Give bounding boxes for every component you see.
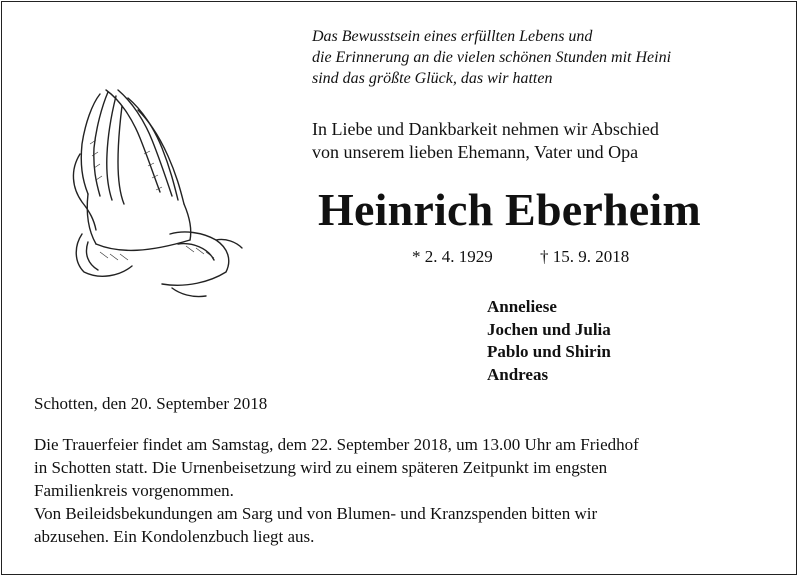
intro-line: von unserem lieben Ehemann, Vater und Opa	[312, 142, 639, 162]
family-member: Pablo und Shirin	[487, 342, 611, 361]
notice-line: Familienkreis vorgenommen.	[34, 481, 234, 500]
quote-line: die Erinnerung an die vielen schönen Stunden mit Heini	[312, 49, 672, 66]
memorial-quote	[312, 26, 671, 89]
notice-line: abzusehen. Ein Kondolenzbuch liegt aus.	[34, 527, 315, 546]
intro-line: In Liebe und Dankbarkeit nehmen wir Abschied	[312, 119, 659, 139]
family-signatures	[487, 296, 611, 386]
notice-line: Die Trauerfeier findet am Samstag, dem 22. September 2018, um 13.00 Uhr am Friedhof	[34, 435, 639, 454]
family-member: Andreas	[487, 364, 549, 384]
birth-date: * 2. 4. 1929	[412, 247, 493, 266]
death-date: † 15. 9. 2018	[540, 247, 630, 266]
place-date: Schotten, den 20. September 2018	[34, 394, 268, 413]
praying-hands-icon	[60, 84, 250, 304]
quote-line: sind das größte Glück, das wir hatten	[312, 70, 553, 87]
family-member: Jochen und Julia	[487, 319, 611, 339]
notice-line: in Schotten statt. Die Urnenbeisetzung wird zu einem späteren Zeitpunkt im engsten	[34, 458, 608, 477]
notice-line: Von Beileidsbekundungen am Sarg und von Blumen- und Kranzspenden bitten wir	[34, 504, 598, 523]
quote-line: Das Bewusstsein eines erfüllten Lebens und	[312, 28, 593, 45]
funeral-notice	[34, 433, 774, 548]
deceased-name: Heinrich Eberheim	[318, 184, 701, 235]
farewell-intro	[312, 118, 659, 164]
family-member: Anneliese	[487, 297, 557, 316]
